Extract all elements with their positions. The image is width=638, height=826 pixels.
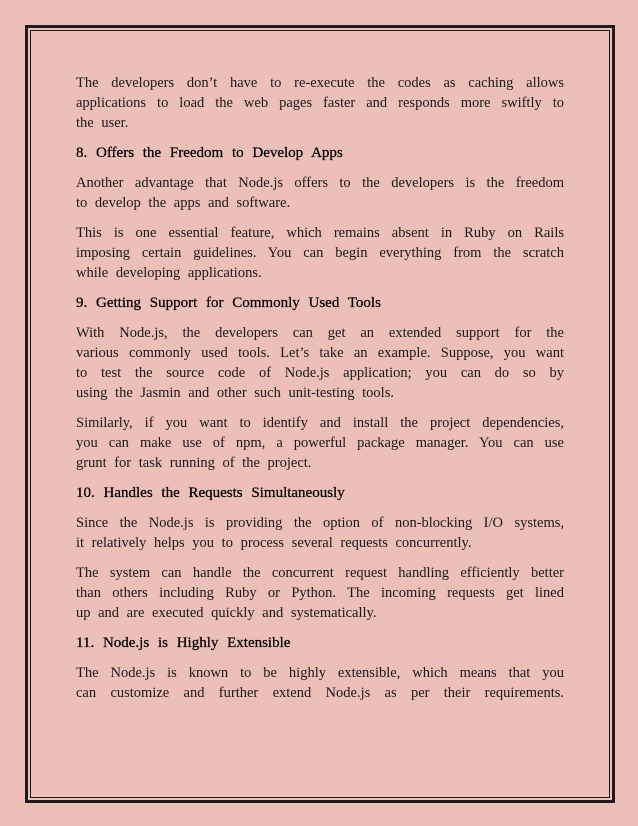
text-line: than others including Ruby or Python. The incoming requests get lined [76,585,564,601]
text-line: to test the source code of Node.js application; you can do so by [76,365,564,381]
text-line: With Node.js, the developers can get an extended support for the [76,325,564,341]
text-line: the user. [76,115,129,131]
text-line: using the Jasmin and other such unit-testing tools. [76,385,394,401]
paragraph-freedom [76,173,564,213]
text-line: Since the Node.js is providing the option of non-blocking I/O systems, [76,515,564,531]
section-heading-10: 10. Handles the Requests Simultaneously [76,485,345,501]
section-heading-8: 8. Offers the Freedom to Develop Apps [76,145,343,161]
paragraph-extensible [76,663,564,703]
text-line: The Node.js is known to be highly extensible, which means that you [76,665,564,681]
paragraph-concurrent [76,563,564,623]
text-line: The system can handle the concurrent request handling efficiently better [76,565,564,581]
paragraph-npm [76,413,564,473]
text-line: it relatively helps you to process several requests concurrently. [76,535,472,551]
text-line: applications to load the web pages faster and responds more swiftly to [76,95,564,111]
text-line: to develop the apps and software. [76,195,291,211]
text-line: while developing applications. [76,265,262,281]
text-line: Another advantage that Node.js offers to the developers is the freedom [76,175,564,191]
paragraph-rails-comparison [76,223,564,283]
text-line: The developers don’t have to re-execute the codes as caching allows [76,75,564,91]
paragraph-tools-support [76,323,564,403]
paragraph-caching [76,73,564,133]
paragraph-non-blocking [76,513,564,553]
text-line: Similarly, if you want to identify and install the project dependencies, [76,415,564,431]
text-line: you can make use of npm, a powerful package manager. You can use [76,435,564,451]
text-line: This is one essential feature, which remains absent in Ruby on Rails [76,225,564,241]
text-line: grunt for task running of the project. [76,455,312,471]
text-line: imposing certain guidelines. You can begin everything from the scratch [76,245,564,261]
section-heading-11: 11. Node.js is Highly Extensible [76,635,291,651]
text-line: various commonly used tools. Let’s take an example. Suppose, you want [76,345,564,361]
document-body [76,73,564,713]
text-line: up and are executed quickly and systematically. [76,605,377,621]
text-line: can customize and further extend Node.js as per their requirements. [76,685,564,701]
section-heading-9: 9. Getting Support for Commonly Used Tools [76,295,381,311]
